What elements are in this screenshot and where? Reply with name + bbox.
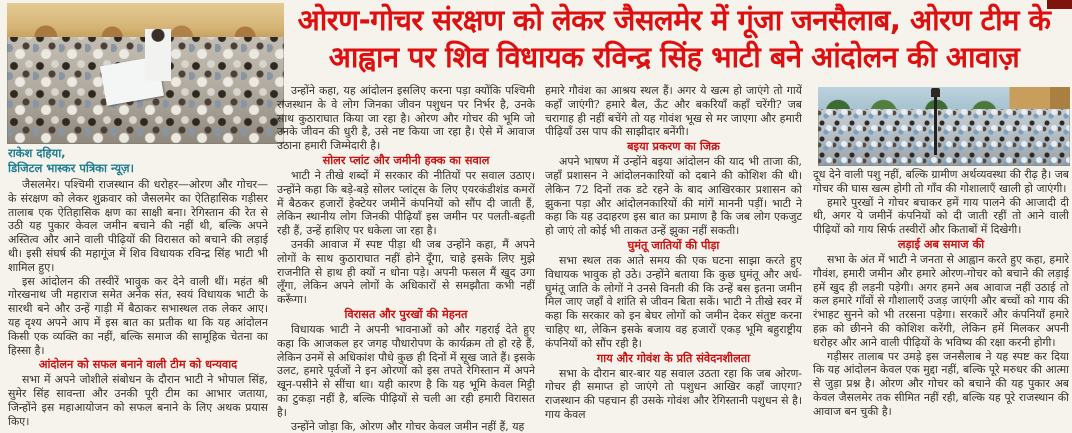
subheading: लड़ाई अब समाज की xyxy=(897,237,985,251)
paragraph: गड़ीसर तालाब पर उमड़े इस जनसैलाब ने यह स्पष्ट कर दिया कि यह आंदोलन केवल एक मुद्दा नहीं, बल्कि पूरे मरुधर की आत्मा से जुड़ा प्रश्न है। ओरण और गोचर को बचाने की यह पुकार अब केवल जैसलमेर तक सीमित नहीं रही, बल्कि यह पूरे राजस्थान की आवाज बन चुकी है। xyxy=(813,349,1069,418)
byline-organization: डिजिटल भास्कर पत्रिका न्यूज़। xyxy=(8,161,134,175)
paragraph: सभा में अपने जोशीले संबोधन के दौरान भाटी ने भोपाल सिंह, सुमेर सिंह सावन्ता और उनकी पूरी टीम का आभार जताया, जिन्होंने इस महाआयोजन को सफल बनाने के लिए अथक प्रयास किए। xyxy=(8,373,268,428)
paragraph: उन्होंने जोड़ा कि, ओरण और गोचर केवल जमीन नहीं हैं, यह xyxy=(291,419,525,433)
paragraph: उन्होंने कहा, यह आंदोलन इसलिए करना पड़ा क्योंकि पश्चिमी राजस्थान के वे लोग जिनका जीवन पशुधन पर निर्भर है, उनके साथ कुठाराघात किया जा रहा है। ओरण और गोचर की भूमि जो उनके जीवन की धुरी है, उसे नष्ट किया जा रहा है। ऐसे में आवाज उठाना हमारी जिम्मेदारी है। xyxy=(277,84,535,153)
paragraph: सभा के दौरान बार-बार यह सवाल उठता रहा कि जब ओरण-गोचर ही समाप्त हो जाएंगे तो पशुधन आखिर कहाँ जाएगा? राजस्थान की पहचान ही उसके गोवंश और रेगिस्तानी पशुधन से है। गाय केवल xyxy=(545,366,802,421)
paragraph: विधायक भाटी ने अपनी भावनाओं को और गहराई देते हुए कहा कि आजकल हर जगह पौधारोपण के कार्यक्रम तो हो रहे हैं, लेकिन उनमें से अधिकांश पौधे कुछ ही दिनों में सूख जाते हैं। इसके उलट, हमारे पूर्वजों ने इन ओरणों को इस तपते रेगिस्तान में अपने खून-पसीने से सींचा था। यही कारण है कि यह भूमि केवल मिट्टी का टुकड़ा नहीं है, बल्कि पीढ़ियों से चली आ रही हमारी विरासत है। xyxy=(277,322,535,419)
text-column-1 xyxy=(8,146,268,433)
subheading: आंदोलन को सफल बनाने वाली टीम को धन्यवाद xyxy=(38,358,238,372)
headline-line-2: आह्वान पर शिव विधायक रविन्द्र सिंह भाटी बने आंदोलन की आवाज़ xyxy=(328,40,1020,74)
paragraph: जैसलमेर। पश्चिमी राजस्थान की धरोहर—ओरण और गोचर— के संरक्षण को लेकर शुक्रवार को जैसलमेर का ऐतिहासिक गड़ीसर तालाब एक ऐतिहासिक क्षण का साक्षी बना। रेगिस्तान की रेत से उठी यह पुकार केवल जमीन बचाने की नहीं थी, बल्कि अपने अस्तित्व और आने वाली पीढ़ियों की विरासत को बचाने की लड़ाई थी। इसी संघर्ष की महागूंज में शिव विधायक रविन्द्र सिंह भाटी भी शामिल हुए। xyxy=(8,178,268,274)
text-column-3 xyxy=(545,84,802,433)
trees-and-building-backdrop xyxy=(818,87,1070,109)
speaker-figure xyxy=(145,29,171,81)
subheading: विरासत और पुरखों की मेहनत xyxy=(344,307,468,321)
paragraph: अपने भाषण में उन्होंने बइया आंदोलन की याद भी ताजा की, जहाँ प्रशासन ने आंदोलनकारियों को दबाने की कोशिश की थी। लेकिन 72 दिनों तक डटे रहने के बाद आखिरकार प्रशासन को झुकना पड़ा और आंदोलनकारियों की मांगें माननी पड़ीं। भाटी ने कहा कि यह उदाहरण इस बात का प्रमाण है कि जब लोग एकजुट हो जाएं तो कोई भी ताकत उन्हें झुका नहीं सकती। xyxy=(545,155,802,238)
crowd-photo-left xyxy=(7,3,284,144)
subheading: गाय और गोवंश के प्रति संवेदनशीलता xyxy=(596,351,751,365)
subheading: घुमंतू जातियों की पीड़ा xyxy=(627,238,720,252)
headline-line-1: ओरण-गोचर संरक्षण को लेकर जैसलमेर में गूंजा जनसैलाब, ओरण टीम के xyxy=(297,3,1051,37)
paragraph-continued: दूध देने वाली पशु नहीं, बल्कि ग्रामीण अर्थव्यवस्था की रीढ़ है। जब गोचर की घास खत्म होगी तो गाँव की गोशालाएँ खाली हो जाएंगी। xyxy=(813,168,1069,195)
subheading: सोलर प्लांट और जमीनी हक्क का सवाल xyxy=(322,153,490,167)
paragraph: हमारे पुरखों ने गोचर बचाकर हमें गाय पालने की आजादी दी थी, अगर ये जमीनें कंपनियों को दी जाती रहीं तो आने वाली पीढ़ियों को गाय सिर्फ तस्वीरों और किताबों में दिखेगी। xyxy=(813,195,1069,237)
paragraph: उनकी आवाज में स्पष्ट पीड़ा थी जब उन्होंने कहा, मैं अपने लोगों के साथ कुठाराघात नहीं होने दूँगा, चाहे इसके लिए मुझे राजनीति से हाथ ही क्यों न धोना पड़े। अपनी फसल मैं खुद उगा लूँगा, लेकिन अपने लोगों के अधिकारों से समझौता कभी नहीं करूँगा। xyxy=(277,237,535,307)
paragraph: इस आंदोलन की तस्वीरें भावुक कर देने वाली थीं। महंत श्री गोरखनाथ जी महाराज समेत अनेक संत, स्वयं विधायक भाटी के सारथी बने और उन्हें गाड़ी में बैठाकर सभास्थल तक लेकर आए। यह दृश्य अपने आप में इस बात का प्रतीक था कि यह आंदोलन किसी एक व्यक्ति का नहीं, बल्कि समाज की सामूहिक चेतना का हिस्सा है। xyxy=(8,274,268,357)
subheading: बइया प्रकरण का जिक्र xyxy=(627,140,720,154)
paragraph-continued: हमारे गौवंश का आश्रय स्थल हैं। अगर ये खत्म हो जाएंगे तो गायें कहाँ जाएंगी? हमारे बैल, ऊँट और बकरियाँ कहाँ चरेंगी? जब चरागाह ही नहीं बचेंगे तो यह गोवंश भूख से मर जाएगा और हमारी पीढ़ियाँ उस पाप की साझीदार बनेंगी। xyxy=(545,84,802,139)
lamppost xyxy=(934,95,937,155)
paragraph: सभा के अंत में भाटी ने जनता से आह्वान करते हुए कहा, हमारे गौवंश, हमारी जमीन और हमारे ओरण-गोचर को बचाने की लड़ाई हमें खुद ही लड़नी पड़ेगी। अगर हमने अब आवाज नहीं उठाई तो कल हमारे गाँवों से गौशालाएँ उजड़ जाएंगी और बच्चों को गाय की रंभाहट सुनने को भी तरसना पड़ेगा। सरकारें और कंपनियाँ हमारे हक़ को छीनने की कोशिश करेंगी, लेकिन हमें मिलकर अपनी धरोहर और आने वाली पीढ़ियों के भविष्य की रक्षा करनी होगी। xyxy=(813,252,1069,349)
paragraph: भाटी ने तीखे शब्दों में सरकार की नीतियों पर सवाल उठाए। उन्होंने कहा कि बड़े-बड़े सोलर प्लांट्स के लिए एयरकंडीशंड कमरों में बैठकर हजारों हेक्टेयर जमीनें कंपनियों को सौंप दी जाती हैं, लेकिन स्थानीय लोग जिनकी पीढ़ियाँ इस जमीन पर पलती-बढ़ती रही हैं, उन्हें हाशिए पर धकेला जा रहा है। xyxy=(277,168,535,238)
byline-reporter: राकेश दहिया, xyxy=(8,146,66,160)
paragraph: सभा स्थल तक आते समय की एक घटना साझा करते हुए विधायक भावुक हो उठे। उन्होंने बताया कि कुछ घुमंतू और अर्ध-घुमंतू जाति के लोगों ने उनसे विनती की कि उन्हें बस इतना जमीन मिल जाए जहाँ वे शांति से जीवन बिता सकें। भाटी ने तीखे स्वर में कहा कि सरकार को इन बेघर लोगों को जमीन देकर संतुष्ट करना चाहिए था, लेकिन इसके बजाय वह हजारों एकड़ भूमि बहुराष्ट्रीय कंपनियों को सौंप रही है। xyxy=(545,253,802,350)
crowd-photo-right xyxy=(818,87,1070,166)
text-column-4 xyxy=(813,168,1069,433)
text-column-2 xyxy=(277,84,535,433)
byline xyxy=(8,146,268,176)
article-headline xyxy=(280,2,1068,76)
